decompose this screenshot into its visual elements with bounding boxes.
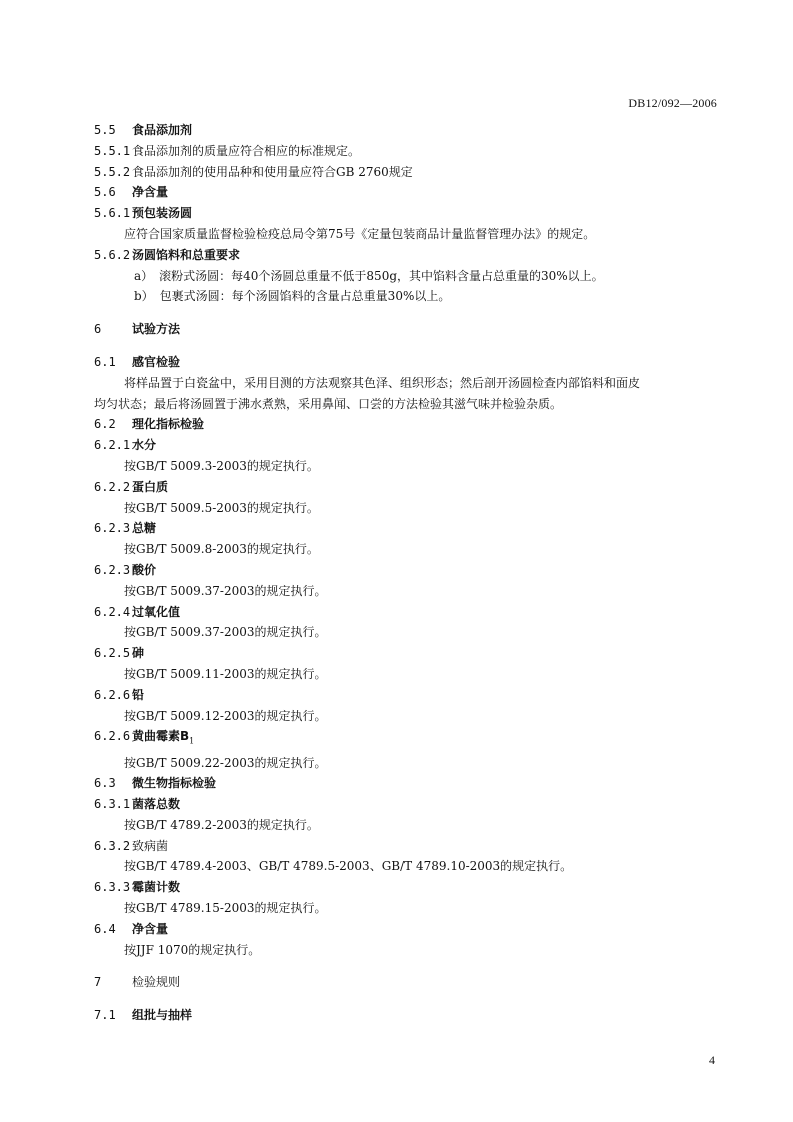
- section-heading: [94, 245, 714, 266]
- section-heading: [94, 919, 714, 940]
- clause-number: 5.6.2: [94, 247, 131, 262]
- line-text: 净含量: [132, 185, 169, 200]
- paragraph-line: [94, 394, 714, 415]
- line-text: 按GB/T 4789.4-2003、GB/T 4789.5-2003、GB/T 4789.10-2003的规定执行。: [124, 859, 573, 874]
- line-text: 食品添加剂的质量应符合相应的标准规定。: [132, 143, 361, 158]
- clause-number: 6.3.2: [94, 838, 131, 853]
- line-text: 水分: [132, 438, 157, 453]
- paragraph-line: [94, 581, 714, 602]
- line-text: 感官检验: [132, 354, 181, 369]
- line-text: 食品添加剂: [132, 123, 193, 137]
- line-text: 组批与抽样: [132, 1008, 193, 1023]
- line-text: 按GB/T 5009.8-2003的规定执行。: [124, 542, 319, 557]
- clause-number: 5.6.1: [94, 206, 131, 221]
- section-heading: [94, 182, 714, 203]
- line-text: 蛋白质: [132, 479, 169, 494]
- section-heading: [94, 773, 714, 794]
- line-text: 按GB/T 4789.15-2003的规定执行。: [124, 901, 327, 916]
- line-text: 按GB/T 5009.11-2003的规定执行。: [124, 666, 327, 681]
- section-spacer: [94, 307, 714, 319]
- clause-number: 6.2.3: [94, 562, 131, 577]
- line-text: 霉菌计数: [132, 880, 181, 895]
- subscript: 1: [189, 736, 195, 746]
- section-heading: [94, 319, 714, 340]
- clause-number: 7.1: [94, 1008, 116, 1023]
- clause-number: 5.5.1: [94, 143, 131, 158]
- paragraph-line: [94, 664, 714, 685]
- line-text: 按GB/T 4789.2-2003的规定执行。: [124, 817, 319, 832]
- document-body: [94, 120, 714, 1026]
- paragraph-line: [94, 856, 714, 877]
- line-text: 按GB/T 5009.37-2003的规定执行。: [124, 625, 327, 640]
- section-heading: [94, 477, 714, 498]
- section-heading: [94, 972, 714, 993]
- paragraph-line: [94, 706, 714, 727]
- page-number: 4: [709, 1053, 715, 1067]
- paragraph-line: [94, 141, 714, 162]
- clause-number: 6.2.3: [94, 521, 131, 536]
- clause-number: 6.1: [94, 354, 116, 369]
- clause-number: 6.4: [94, 921, 116, 936]
- line-text: 理化指标检验: [132, 417, 205, 432]
- paragraph-line: [94, 539, 714, 560]
- section-heading: [94, 685, 714, 706]
- line-text: 微生物指标检验: [132, 776, 217, 791]
- section-heading: [94, 877, 714, 898]
- section-heading: [94, 352, 714, 373]
- clause-number: 6.2.1: [94, 438, 131, 453]
- section-spacer: [94, 993, 714, 1005]
- clause-number: 6.2.4: [94, 604, 131, 619]
- section-heading: [94, 435, 714, 456]
- section-heading: [94, 203, 714, 224]
- line-text: 净含量: [132, 921, 169, 936]
- section-spacer: [94, 340, 714, 352]
- section-heading: [94, 120, 714, 141]
- section-heading: [94, 643, 714, 664]
- paragraph-line: [94, 224, 714, 245]
- line-text: b） 包裹式汤圆：每个汤圆馅料的含量占总重量30%以上。: [134, 289, 451, 304]
- paragraph-line: [94, 498, 714, 519]
- line-text: 菌落总数: [132, 797, 181, 812]
- clause-number: 6.3: [94, 776, 116, 791]
- paragraph-line: [94, 815, 714, 836]
- line-text: 汤圆馅料和总重要求: [132, 247, 241, 262]
- line-text: 按GB/T 5009.5-2003的规定执行。: [124, 500, 319, 515]
- line-text: 过氧化值: [132, 604, 181, 619]
- line-text: 黄曲霉素B: [132, 729, 190, 744]
- document-code: DB12/092—2006: [628, 96, 717, 110]
- clause-number: 5.6: [94, 185, 116, 200]
- paragraph-line: [94, 456, 714, 477]
- paragraph-line: [94, 162, 714, 183]
- clause-number: 6.2.6: [94, 687, 131, 702]
- clause-number: 6.2.6: [94, 729, 131, 744]
- section-heading: [94, 602, 714, 623]
- section-spacer: [94, 960, 714, 972]
- paragraph-line: [94, 898, 714, 919]
- clause-number: 6: [94, 322, 102, 337]
- line-text: 按GB/T 5009.12-2003的规定执行。: [124, 708, 327, 723]
- paragraph-line: [94, 286, 714, 307]
- line-text: 酸价: [132, 562, 157, 577]
- clause-number: 6.3.1: [94, 797, 131, 812]
- line-text: 应符合国家质量监督检验检疫总局令第75号《定量包装商品计量监督管理办法》的规定。: [124, 226, 596, 241]
- section-heading: [94, 518, 714, 539]
- section-heading: [94, 1005, 714, 1026]
- section-heading: [94, 726, 714, 752]
- line-text: 预包装汤圆: [132, 206, 193, 221]
- line-text: 均匀状态；最后将汤圆置于沸水煮熟，采用鼻闻、口尝的方法检验其滋气味并检验杂质。: [94, 396, 563, 411]
- line-text: 按GB/T 5009.37-2003的规定执行。: [124, 583, 327, 598]
- clause-number: 6.2: [94, 417, 116, 432]
- line-text: 按JJF 1070的规定执行。: [124, 942, 261, 957]
- clause-number: 6.3.3: [94, 880, 131, 895]
- clause-number: 6.2.2: [94, 479, 131, 494]
- clause-number: 5.5.2: [94, 164, 131, 179]
- line-text: 致病菌: [132, 838, 169, 853]
- section-heading: [94, 794, 714, 815]
- paragraph-line: [94, 266, 714, 287]
- line-text: 按GB/T 5009.22-2003的规定执行。: [124, 755, 327, 770]
- paragraph-line: [94, 836, 714, 857]
- line-text: 试验方法: [132, 322, 181, 337]
- section-heading: [94, 414, 714, 435]
- line-text: 总糖: [132, 521, 157, 536]
- clause-number: 5.5: [94, 123, 116, 137]
- line-text: 按GB/T 5009.3-2003的规定执行。: [124, 458, 319, 473]
- line-text: 食品添加剂的使用品种和使用量应符合GB 2760规定: [132, 164, 413, 179]
- paragraph-line: [94, 940, 714, 961]
- section-heading: [94, 560, 714, 581]
- line-text: 铅: [132, 687, 145, 702]
- clause-number: 6.2.5: [94, 646, 131, 661]
- paragraph-line: [94, 753, 714, 774]
- line-text: 将样品置于白瓷盆中，采用目测的方法观察其色泽、组织形态；然后剖开汤圆检查内部馅料和面皮: [124, 375, 641, 390]
- paragraph-line: [94, 622, 714, 643]
- line-text: a） 滚粉式汤圆：每40个汤圆总重量不低于850g，其中馅料含量占总重量的30%以上。: [134, 268, 604, 283]
- paragraph-line: [94, 373, 714, 394]
- clause-number: 7: [94, 975, 102, 990]
- line-text: 砷: [132, 646, 145, 661]
- line-text: 检验规则: [132, 975, 181, 990]
